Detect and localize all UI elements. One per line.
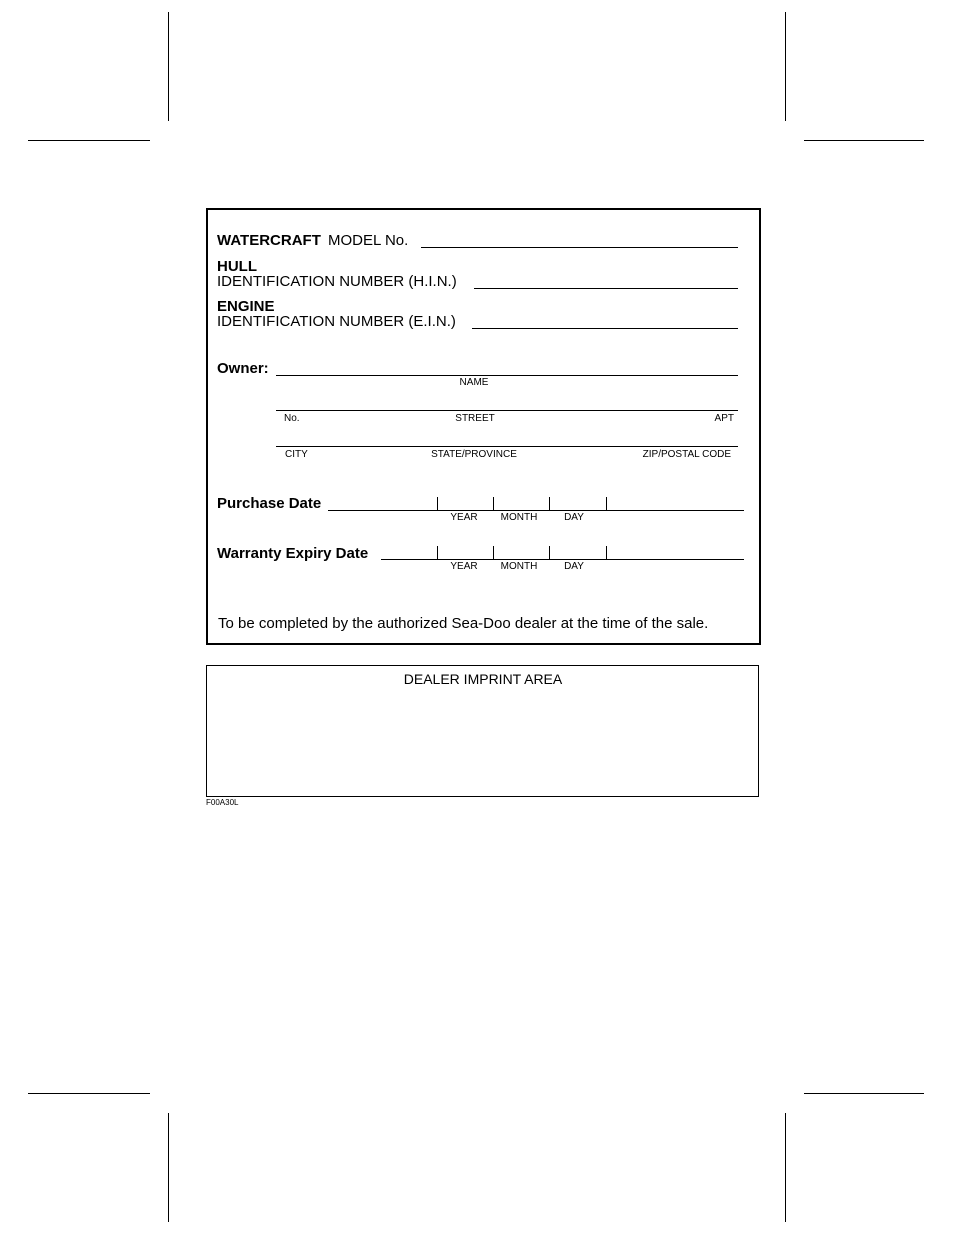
purchase-date-field[interactable] — [328, 510, 744, 511]
crop-mark — [168, 1113, 169, 1222]
owner-name-field[interactable] — [276, 375, 738, 376]
model-no-field[interactable] — [421, 247, 738, 248]
date-separator — [493, 546, 494, 559]
year-caption: YEAR — [450, 561, 478, 572]
crop-mark — [804, 1093, 924, 1094]
date-separator — [606, 497, 607, 510]
crop-mark — [804, 140, 924, 141]
model-no-label: MODEL No. — [328, 232, 409, 249]
watercraft-label: WATERCRAFT — [217, 232, 321, 249]
warranty-expiry-date-field[interactable] — [381, 559, 744, 560]
crop-mark — [785, 12, 786, 121]
warranty-expiry-date-label: Warranty Expiry Date — [217, 545, 369, 562]
owner-street-field[interactable] — [276, 410, 738, 411]
dealer-imprint-title: DEALER IMPRINT AREA — [403, 671, 563, 687]
state-caption: STATE/PROVINCE — [431, 449, 517, 460]
day-caption: DAY — [564, 561, 584, 572]
dealer-completion-note: To be completed by the authorized Sea-Doo dealer at the time of the sale. — [218, 615, 709, 632]
ein-field[interactable] — [472, 328, 738, 329]
zip-caption: ZIP/POSTAL CODE — [642, 449, 731, 460]
figure-code: F00A30L — [206, 798, 239, 807]
owner-label: Owner: — [217, 360, 269, 377]
owner-city-field[interactable] — [276, 446, 738, 447]
date-separator — [437, 546, 438, 559]
city-caption: CITY — [285, 449, 308, 460]
name-caption: NAME — [459, 377, 489, 388]
purchase-date-label: Purchase Date — [217, 495, 322, 512]
date-separator — [437, 497, 438, 510]
crop-mark — [28, 140, 150, 141]
hull-label: HULL — [217, 258, 257, 275]
date-separator — [549, 497, 550, 510]
date-separator — [493, 497, 494, 510]
crop-mark — [168, 12, 169, 121]
crop-mark — [785, 1113, 786, 1222]
month-caption: MONTH — [500, 561, 538, 572]
month-caption: MONTH — [500, 512, 538, 523]
street-caption: STREET — [455, 413, 495, 424]
date-separator — [549, 546, 550, 559]
crop-mark — [28, 1093, 150, 1094]
hin-field[interactable] — [474, 288, 738, 289]
apt-caption: APT — [714, 413, 734, 424]
year-caption: YEAR — [450, 512, 478, 523]
engine-label: ENGINE — [217, 298, 275, 315]
hin-label: IDENTIFICATION NUMBER (H.I.N.) — [217, 273, 457, 290]
ein-label: IDENTIFICATION NUMBER (E.I.N.) — [217, 313, 456, 330]
no-caption: No. — [284, 413, 300, 424]
day-caption: DAY — [564, 512, 584, 523]
date-separator — [606, 546, 607, 559]
